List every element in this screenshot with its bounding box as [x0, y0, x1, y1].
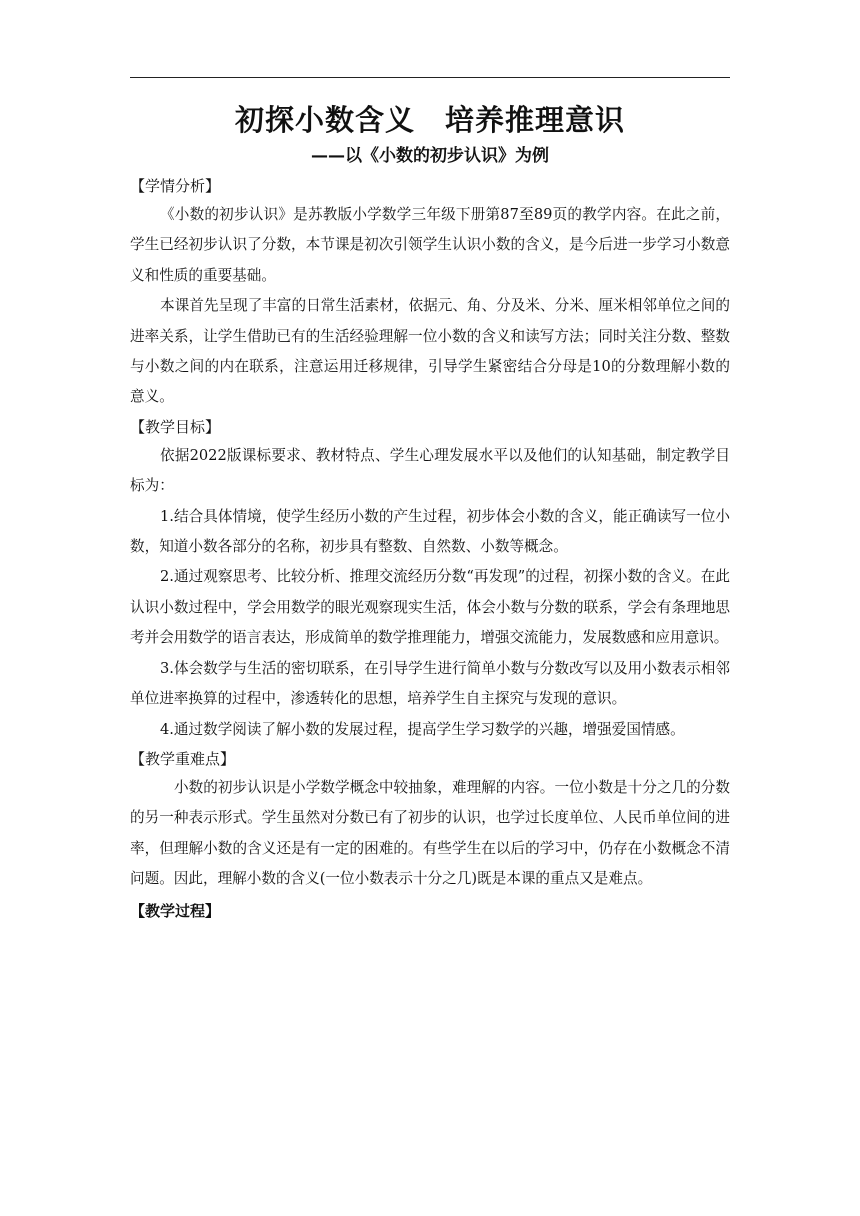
goals-paragraph-intro: 依据2022版课标要求、教材特点、学生心理发展水平以及他们的认知基础，制定教学目标为：: [130, 446, 730, 495]
section-heading-process: 【教学过程】: [130, 901, 221, 920]
analysis-paragraph-2: 本课首先呈现了丰富的日常生活素材，依据元、角、分及米、分米、厘米相邻单位之间的进率关系，让学生借助已有的生活经验理解一位小数的含义和读写方法；同时关注分数、整数与小数之间的内在联系，注意运用迁移规律，引导学生紧密结合分母是10的分数理解小数的意义。: [130, 297, 730, 406]
section-heading-goals: 【教学目标】: [130, 417, 221, 436]
goals-item-1: 1.结合具体情境，使学生经历小数的产生过程，初步体会小数的含义，能正确读写一位小数，知道小数各部分的名称，初步具有整数、自然数、小数等概念。: [130, 507, 730, 556]
goals-item-2: 2.通过观察思考、比较分析、推理交流经历分数“再发现”的过程，初探小数的含义。在此认识小数过程中，学会用数学的眼光观察现实生活，体会小数与分数的联系，学会有条理地思考并会用数学的语言表达，形成简单的数学推理能力，增强交流能力，发展数感和应用意识。: [130, 568, 730, 647]
key-points-paragraph: 小数的初步认识是小学数学概念中较抽象，难理解的内容。一位小数是十分之几的分数的另一种表示形式。学生虽然对分数已有了初步的认识，也学过长度单位、人民币单位间的进率，但理解小数的含义还是有一定的困难的。有些学生在以后的学习中，仍存在小数概念不清问题。因此，理解小数的含义(一位小数表示十分之几)既是本课的重点又是难点。: [130, 778, 730, 888]
document-page: [130, 0, 730, 1216]
document-title: 初探小数含义 培养推理意识: [234, 103, 625, 137]
section-heading-key-points: 【教学重难点】: [130, 749, 236, 768]
goals-item-4: 4.通过数学阅读了解小数的发展过程，提高学生学习数学的兴趣，增强爱国情感。: [160, 720, 685, 738]
document-subtitle: ——以《小数的初步认识》为例: [311, 146, 549, 166]
section-heading-analysis: 【学情分析】: [130, 177, 221, 195]
analysis-paragraph-1: 《小数的初步认识》是苏教版小学数学三年级下册第87至89页的教学内容。在此之前，学生已经初步认识了分数，本节课是初次引领学生认识小数的含义，是今后进一步学习小数意义和性质的重要基础。: [130, 206, 730, 284]
header-rule: [130, 77, 730, 78]
goals-item-3: 3.体会数学与生活的密切联系，在引导学生进行简单小数与分数改写以及用小数表示相邻单位进率换算的过程中，渗透转化的思想，培养学生自主探究与发现的意识。: [130, 659, 730, 708]
document-body: [130, 172, 730, 925]
